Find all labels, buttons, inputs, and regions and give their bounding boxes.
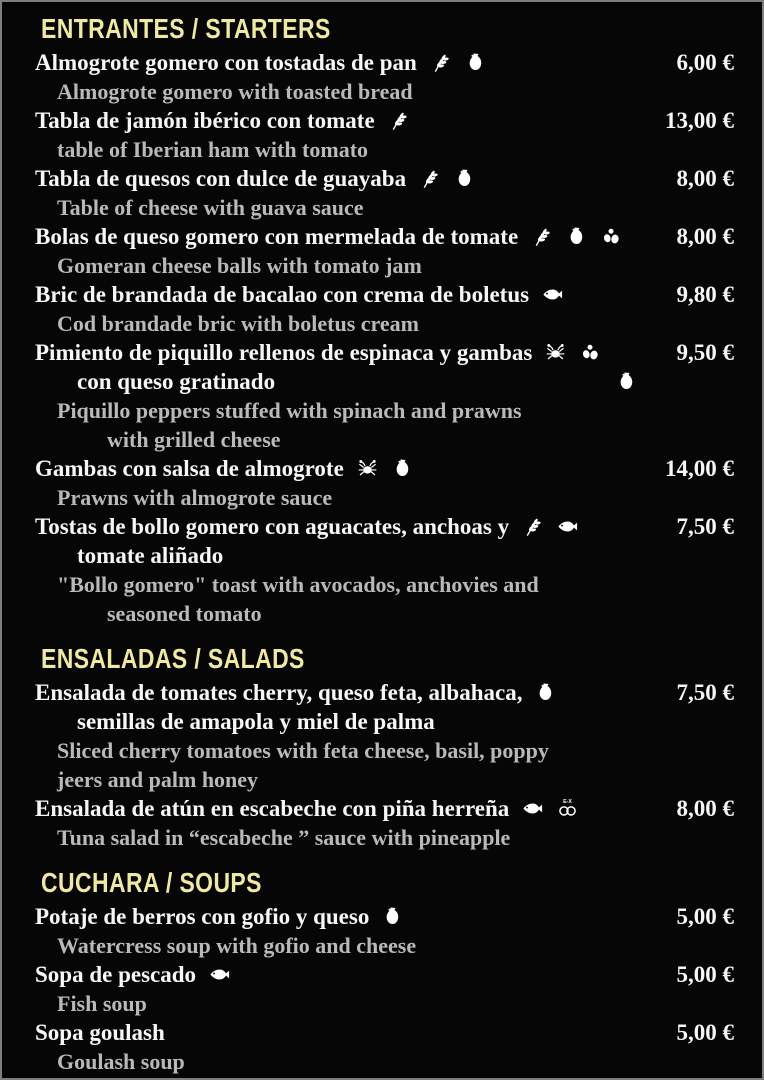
item-translation: Almogrote gomero with toasted bread bbox=[57, 79, 413, 104]
section-title-text: ENSALADAS / SALADS bbox=[41, 643, 305, 674]
menu-item bbox=[35, 338, 734, 454]
menu-item bbox=[35, 512, 734, 628]
section-title bbox=[35, 640, 734, 678]
sulfites-icon bbox=[556, 797, 579, 820]
item-translation: with grilled cheese bbox=[107, 427, 281, 452]
section-title-text: ENTRANTES / STARTERS bbox=[41, 13, 331, 44]
item-name-text: Potaje de berros con gofio y queso bbox=[35, 904, 370, 929]
item-name-line bbox=[35, 678, 734, 707]
item-name bbox=[35, 512, 579, 541]
item-name-text: Tabla de quesos con dulce de guayaba bbox=[35, 166, 407, 191]
item-translation: Goulash soup bbox=[57, 1049, 185, 1074]
gluten-icon bbox=[521, 515, 544, 538]
item-name-line bbox=[35, 106, 734, 135]
item-price: 14,00 € bbox=[665, 456, 734, 481]
item-name bbox=[35, 338, 602, 367]
item-name-text: Tostas de bollo gomero con aguacates, anchoas y bbox=[35, 514, 510, 539]
menu-item bbox=[35, 48, 734, 106]
fish-icon bbox=[541, 283, 564, 306]
item-name-line bbox=[35, 960, 734, 989]
item-price: 13,00 € bbox=[665, 108, 734, 133]
crustacean-icon bbox=[356, 457, 379, 480]
item-price: 8,00 € bbox=[676, 224, 734, 249]
item-name-line bbox=[35, 1018, 734, 1047]
item-name-line bbox=[35, 512, 734, 541]
svg-text:E-X: E-X bbox=[563, 799, 573, 806]
fish-icon bbox=[556, 515, 579, 538]
item-name bbox=[35, 454, 414, 483]
item-name-text: Bolas de queso gomero con mermelada de tomate bbox=[35, 224, 519, 249]
item-translation: jeers and palm honey bbox=[57, 767, 259, 792]
menu-section bbox=[35, 10, 734, 628]
item-translation: "Bollo gomero" toast with avocados, anchovies and bbox=[57, 572, 539, 597]
item-name-line bbox=[35, 164, 734, 193]
nuts-icon bbox=[600, 225, 623, 248]
nuts-icon bbox=[579, 341, 602, 364]
item-name bbox=[35, 164, 476, 193]
dairy-icon bbox=[453, 167, 476, 190]
item-translation: seasoned tomato bbox=[107, 601, 262, 626]
item-name-line bbox=[35, 541, 734, 570]
menu-item bbox=[35, 164, 734, 222]
item-name-text: Ensalada de tomates cherry, queso feta, albahaca, bbox=[35, 680, 523, 705]
item-translation: Watercress soup with gofio and cheese bbox=[57, 933, 417, 958]
item-name bbox=[35, 280, 564, 309]
dairy-icon bbox=[391, 457, 414, 480]
menu-item bbox=[35, 794, 734, 852]
dairy-icon bbox=[381, 905, 404, 928]
item-name bbox=[35, 1018, 165, 1047]
item-name bbox=[35, 960, 231, 989]
menu-section bbox=[35, 864, 734, 1076]
item-name bbox=[35, 367, 275, 396]
item-name-line bbox=[35, 338, 734, 367]
item-price: 8,00 € bbox=[676, 796, 734, 821]
item-price: 7,50 € bbox=[676, 514, 734, 539]
item-name-line bbox=[35, 707, 734, 736]
item-price: 5,00 € bbox=[676, 904, 734, 929]
item-name-line bbox=[35, 794, 734, 823]
item-translation: Tuna salad in “escabeche ” sauce with pineapple bbox=[57, 825, 511, 850]
item-name-line bbox=[35, 48, 734, 77]
section-title bbox=[35, 10, 734, 48]
item-translation: Cod brandade bric with boletus cream bbox=[57, 311, 419, 336]
gluten-icon bbox=[429, 51, 452, 74]
item-right-icons bbox=[615, 370, 638, 393]
item-name bbox=[35, 48, 487, 77]
item-translation: Gomeran cheese balls with tomato jam bbox=[57, 253, 422, 278]
menu-item bbox=[35, 106, 734, 164]
item-price: 6,00 € bbox=[676, 50, 734, 75]
item-name-line bbox=[35, 280, 734, 309]
menu-item bbox=[35, 1018, 734, 1076]
item-name-text: Sopa goulash bbox=[35, 1020, 165, 1045]
item-name-text: Ensalada de atún en escabeche con piña herreña bbox=[35, 796, 510, 821]
menu-item bbox=[35, 960, 734, 1018]
dairy-icon bbox=[534, 681, 557, 704]
item-name-line bbox=[35, 454, 734, 483]
item-name bbox=[35, 678, 557, 707]
item-name-text: Pimiento de piquillo rellenos de espinaca y gambas bbox=[35, 340, 533, 365]
item-price: 5,00 € bbox=[676, 1020, 734, 1045]
item-price: 9,80 € bbox=[676, 282, 734, 307]
item-name-text: Sopa de pescado bbox=[35, 962, 197, 987]
gluten-icon bbox=[418, 167, 441, 190]
menu-item bbox=[35, 280, 734, 338]
menu-item bbox=[35, 222, 734, 280]
item-name bbox=[35, 707, 435, 736]
gluten-icon bbox=[530, 225, 553, 248]
crustacean-icon bbox=[544, 341, 567, 364]
gluten-icon bbox=[387, 109, 410, 132]
item-translation: Table of cheese with guava sauce bbox=[57, 195, 364, 220]
section-title bbox=[35, 864, 734, 902]
item-translation: Piquillo peppers stuffed with spinach and prawns bbox=[57, 398, 522, 423]
menu bbox=[35, 10, 734, 1076]
item-name bbox=[35, 794, 579, 823]
item-price: 5,00 € bbox=[676, 962, 734, 987]
menu-item bbox=[35, 902, 734, 960]
item-price: 8,00 € bbox=[676, 166, 734, 191]
item-name-line bbox=[35, 367, 734, 396]
item-name bbox=[35, 106, 410, 135]
item-translation: table of Iberian ham with tomato bbox=[57, 137, 369, 162]
item-name bbox=[35, 222, 623, 251]
dairy-icon bbox=[565, 225, 588, 248]
item-name bbox=[35, 902, 404, 931]
item-name-line bbox=[35, 902, 734, 931]
item-price: 9,50 € bbox=[676, 340, 734, 365]
item-name-line bbox=[35, 222, 734, 251]
dairy-icon bbox=[615, 370, 638, 393]
fish-icon bbox=[208, 963, 231, 986]
item-name-text: Almogrote gomero con tostadas de pan bbox=[35, 50, 417, 75]
item-name-text: tomate aliñado bbox=[77, 543, 224, 568]
fish-icon bbox=[521, 797, 544, 820]
item-name-text: Tabla de jamón ibérico con tomate bbox=[35, 108, 375, 133]
item-price: 7,50 € bbox=[676, 680, 734, 705]
item-translation: Sliced cherry tomatoes with feta cheese, basil, poppy bbox=[57, 738, 549, 763]
item-name-text: semillas de amapola y miel de palma bbox=[77, 709, 435, 734]
item-translation: Prawns with almogrote sauce bbox=[57, 485, 333, 510]
menu-item bbox=[35, 454, 734, 512]
item-name bbox=[35, 541, 223, 570]
menu-section bbox=[35, 640, 734, 852]
section-title-text: CUCHARA / SOUPS bbox=[41, 867, 262, 898]
dairy-icon bbox=[464, 51, 487, 74]
item-name-text: Gambas con salsa de almogrote bbox=[35, 456, 344, 481]
item-name-text: Bric de brandada de bacalao con crema de boletus bbox=[35, 282, 530, 307]
item-translation: Fish soup bbox=[57, 991, 147, 1016]
menu-item bbox=[35, 678, 734, 794]
item-name-text: con queso gratinado bbox=[77, 369, 276, 394]
